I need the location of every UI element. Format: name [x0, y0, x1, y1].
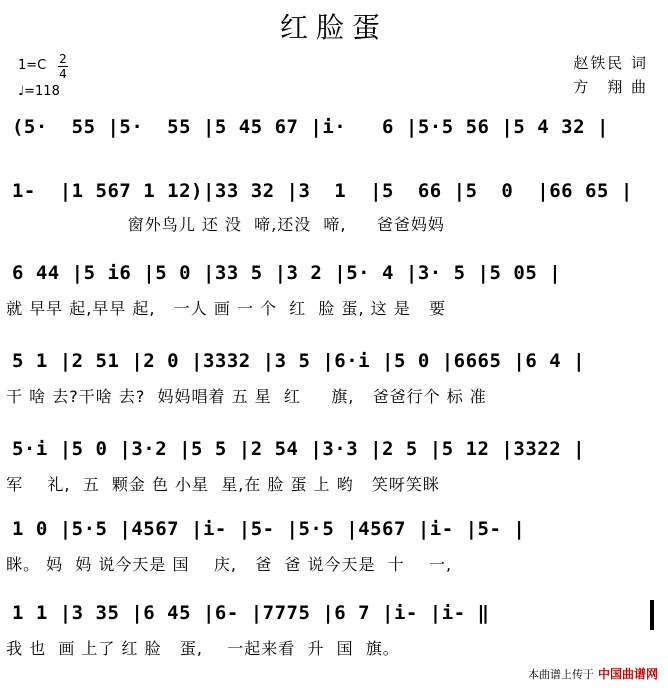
- notation-row-5: 5·i |5 0 |3·2 |5 5 |2 54 |3·3 |2 5 |5 12 |3322 |: [0, 438, 586, 460]
- lyrics-row-3: 就 早早 起,早早 起, 一人 画 一 个 红 脸 蛋, 这 是 要: [0, 299, 446, 318]
- site-logo: [598, 665, 658, 682]
- source-footer: [528, 665, 658, 682]
- notation-row-3: 6 44 |5 i6 |5 0 |33 5 |3 2 |5· 4 |3· 5 |5 05 |: [0, 262, 562, 284]
- notation-row-1: (5· 55 |5· 55 |5 45 67 |i· 6 |5·5 56 |5 4 32 |: [0, 116, 609, 138]
- tempo-marking: ♩=118: [18, 84, 60, 99]
- footer-text: 本曲谱上传于: [527, 667, 594, 681]
- notation-row-6: 1 0 |5·5 |4567 |i- |5- |5·5 |4567 |i- |5- |: [0, 518, 526, 540]
- final-barline: [650, 600, 654, 630]
- notation-row-2: 1- |1 567 1 12)|33 32 |3 1 |5 66 |5 0 |66 65 |: [0, 180, 633, 202]
- time-sig-numerator: 2: [59, 52, 67, 66]
- notation-row-7: 1 1 |3 35 |6 45 |6- |7775 |6 7 |i- |i- ‖: [0, 602, 490, 624]
- site-name: 中国曲谱网: [597, 667, 658, 681]
- lyrics-row-6: 眯。 妈 妈 说今天是 国 庆, 爸 爸 说今天是 十 一,: [0, 555, 453, 574]
- song-title: 红脸蛋: [279, 11, 388, 44]
- lyrics-row-7: 我 也 画 上了 红 脸 蛋, 一起来看 升 国 旗。: [0, 639, 400, 658]
- lyrics-row-5: 军 礼, 五 颗金 色 小星 星,在 脸 蛋 上 哟 笑呀笑眯: [0, 475, 440, 494]
- key-signature: 1=C: [18, 58, 47, 73]
- lyrics-row-4: 干 啥 去?干啥 去? 妈妈唱着 五 星 红 旗, 爸爸行个 标 准: [0, 387, 487, 406]
- time-sig-denominator: 4: [59, 67, 67, 81]
- lyricist-credit: 赵铁民 词: [573, 54, 648, 72]
- composer-credit: 方 翔 曲: [573, 78, 648, 96]
- time-signature: [58, 52, 68, 81]
- notation-row-4: 5 1 |2 51 |2 0 |3332 |3 5 |6·i |5 0 |6665 |6 4 |: [0, 350, 586, 372]
- lyrics-row-2: 窗外鸟儿 还 没 啼,还没 啼, 爸爸妈妈: [0, 215, 445, 234]
